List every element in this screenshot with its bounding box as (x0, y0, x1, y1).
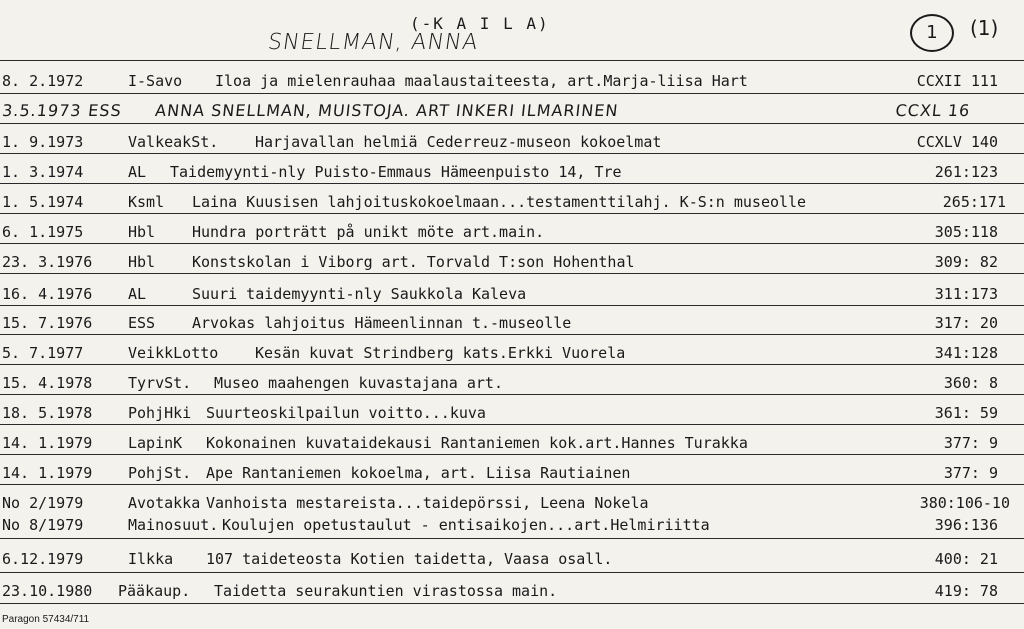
entry-title: Laina Kuusisen lahjoituskokoelmaan...testamenttilahj. K-S:n museolle (192, 193, 807, 211)
row-rule (0, 454, 1024, 455)
entry-ref: 265:171 (942, 193, 1006, 211)
entry-title: ANNA SNELLMAN, MUISTOJA. ART INKERI ILMARINEN (154, 101, 620, 120)
row-rule (0, 603, 1024, 604)
entry-date: 16. 4.1976 (2, 285, 93, 303)
entry-source: TyrvSt. (128, 374, 192, 392)
entry-date: 6. 1.1975 (2, 223, 84, 241)
entry-source: AL (128, 285, 147, 303)
row-rule (0, 123, 1024, 124)
entry-source: Mainosuut. (128, 516, 219, 534)
entry-title: Arvokas lahjoitus Hämeenlinnan t.-museolle (192, 314, 572, 332)
entry-source: AL (128, 163, 147, 181)
entry-date: 14. 1.1979 (2, 464, 93, 482)
entry-source: LapinK (128, 434, 183, 452)
entry-date: 5. 7.1977 (2, 344, 84, 362)
handwritten-name: SNELLMAN, ANNA (266, 30, 481, 55)
entry-ref: CCXLV 140 (916, 133, 998, 151)
entry-title: Kokonainen kuvataidekausi Rantaniemen kok.art.Hannes Turakka (206, 434, 748, 452)
entry-source: Ksml (128, 193, 165, 211)
entry-source: PohjSt. (128, 464, 192, 482)
row-rule (0, 213, 1024, 214)
entry-ref: 377: 9 (943, 464, 998, 482)
entry-date: 1. 9.1973 (2, 133, 84, 151)
entry-source: Ilkka (128, 550, 174, 568)
entry-row (0, 516, 1024, 540)
entry-ref: 361: 59 (934, 404, 998, 422)
entry-title: Konstskolan i Viborg art. Torvald T:son Hohenthal (192, 253, 635, 271)
footer-print-code: Paragon 57434/711 (2, 614, 90, 625)
entry-ref: CCXII 111 (916, 72, 998, 90)
entry-row-handwritten (0, 101, 1024, 125)
entry-source: ValkeakSt. (128, 133, 219, 151)
row-rule (0, 364, 1024, 365)
entry-source: ESS (87, 101, 123, 120)
row-rule (0, 183, 1024, 184)
entry-ref: 261:123 (934, 163, 998, 181)
card-number-paren: (1) (970, 16, 999, 40)
entry-title: Museo maahengen kuvastajana art. (214, 374, 503, 392)
entry-title: Suurteoskilpailun voitto...kuva (206, 404, 486, 422)
entry-title: Taidemyynti-nly Puisto-Emmaus Hämeenpuisto 14, Tre (170, 163, 622, 181)
entry-source: Pääkaup. (118, 582, 191, 600)
entry-source: Avotakka (128, 494, 201, 512)
entry-ref: 377: 9 (943, 434, 998, 452)
entry-date: 15. 4.1978 (2, 374, 93, 392)
entry-ref: 309: 82 (934, 253, 998, 271)
circled-card-number: 1 (910, 14, 954, 52)
entry-ref: CCXL 16 (894, 101, 972, 120)
row-rule (0, 572, 1024, 573)
entry-source: PohjHki (128, 404, 192, 422)
entry-title: Kesän kuvat Strindberg kats.Erkki Vuorela (255, 344, 626, 362)
entry-title: 107 taideteosta Kotien taidetta, Vaasa osall. (206, 550, 613, 568)
entry-source: ESS (128, 314, 156, 332)
header-rule (0, 60, 1024, 61)
entry-title: Vanhoista mestareista...taidepörssi, Leena Nokela (206, 494, 649, 512)
entry-date: 6.12.1979 (2, 550, 84, 568)
entry-row (0, 550, 1024, 574)
entry-ref: 380:106-10 (919, 494, 1010, 512)
entry-date: 1. 3.1974 (2, 163, 84, 181)
row-rule (0, 334, 1024, 335)
entry-title: Suuri taidemyynti-nly Saukkola Kaleva (192, 285, 527, 303)
entry-ref: 311:173 (934, 285, 998, 303)
entry-ref: 341:128 (934, 344, 998, 362)
entry-title: Iloa ja mielenrauhaa maalaustaiteesta, art.Marja-liisa Hart (215, 72, 748, 90)
entry-ref: 317: 20 (934, 314, 998, 332)
typed-name: (-K A I L A) (410, 14, 550, 33)
row-rule (0, 394, 1024, 395)
entry-ref: 396:136 (934, 516, 998, 534)
entry-ref: 360: 8 (943, 374, 998, 392)
row-rule (0, 93, 1024, 94)
entry-date: 18. 5.1978 (2, 404, 93, 422)
entry-date: 1. 5.1974 (2, 193, 84, 211)
entry-ref: 400: 21 (934, 550, 998, 568)
row-rule (0, 484, 1024, 485)
entry-date: 3.5.1973 (1, 101, 83, 120)
entry-row (0, 494, 1024, 518)
entry-date: No 2/1979 (2, 494, 84, 512)
row-rule (0, 305, 1024, 306)
entry-source: I-Savo (128, 72, 183, 90)
entry-date: 8. 2.1972 (2, 72, 84, 90)
entry-date: 15. 7.1976 (2, 314, 93, 332)
row-rule (0, 243, 1024, 244)
entry-title: Harjavallan helmiä Cederreuz-museon kokoelmat (255, 133, 662, 151)
row-rule (0, 273, 1024, 274)
entry-title: Taidetta seurakuntien virastossa main. (214, 582, 558, 600)
entry-date: 23. 3.1976 (2, 253, 93, 271)
row-rule (0, 424, 1024, 425)
entry-source: Hbl (128, 253, 156, 271)
entry-title: Hundra porträtt på unikt möte art.main. (192, 223, 545, 241)
entry-ref: 305:118 (934, 223, 998, 241)
entry-source: VeikkLotto (128, 344, 219, 362)
entry-date: 23.10.1980 (2, 582, 93, 600)
entry-ref: 419: 78 (934, 582, 998, 600)
entry-date: No 8/1979 (2, 516, 84, 534)
entry-date: 14. 1.1979 (2, 434, 93, 452)
entry-source: Hbl (128, 223, 156, 241)
row-rule (0, 538, 1024, 539)
entry-title: Koulujen opetustaulut - entisaikojen...art.Helmiriitta (222, 516, 710, 534)
entry-title: Ape Rantaniemen kokoelma, art. Liisa Rautiainen (206, 464, 631, 482)
row-rule (0, 153, 1024, 154)
